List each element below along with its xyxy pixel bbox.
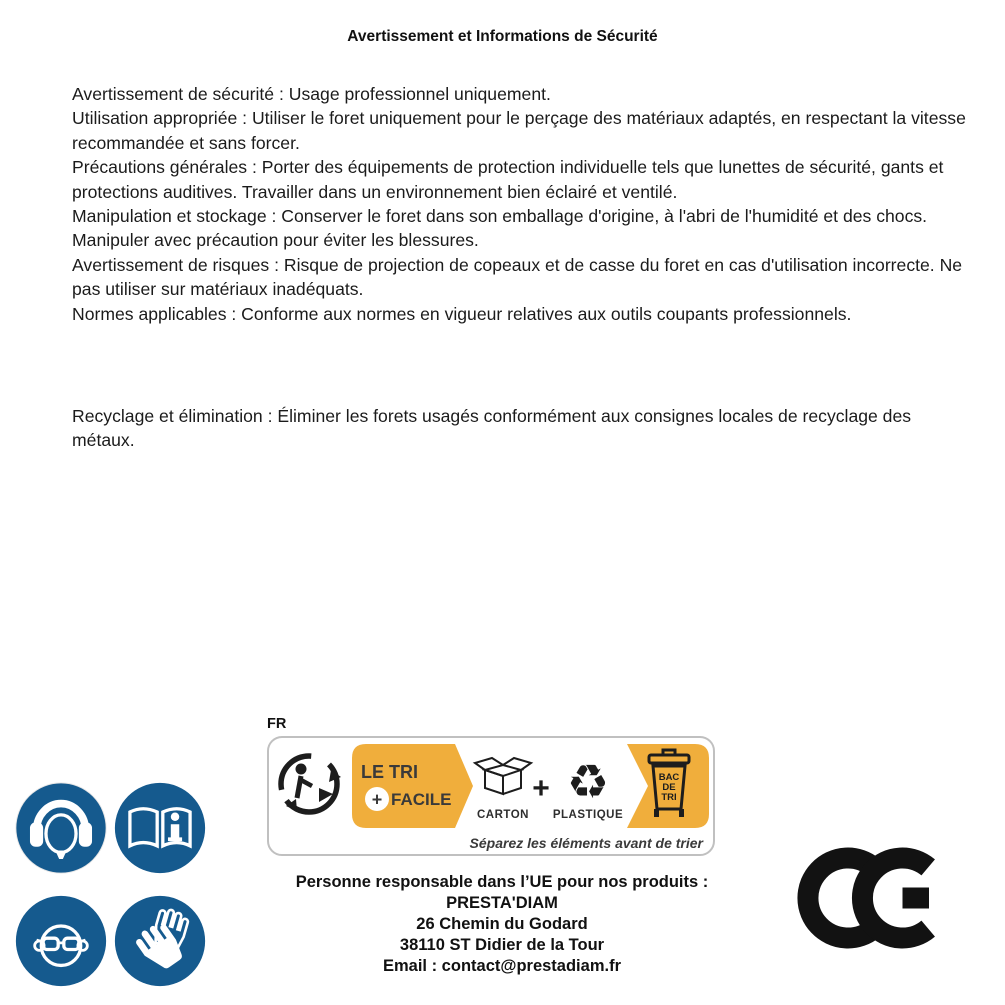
- bin-label-line: TRI: [661, 792, 677, 803]
- safety-paragraph: Manipulation et stockage : Conserver le foret dans son emballage d'origine, à l'abri de l'humidité et des chocs. Manipuler avec précaution pour éviter les blessures.: [72, 206, 928, 251]
- wear-eye-protection-icon: [14, 894, 108, 988]
- wear-protective-gloves-icon: [113, 894, 207, 988]
- ce-marking-icon: [797, 846, 938, 950]
- carton-label: CARTON: [477, 809, 529, 821]
- plastic-recycling-icon: ♻: [566, 755, 610, 810]
- wear-ear-protection-icon: [14, 781, 108, 875]
- contact-company: PRESTA'DIAM: [446, 894, 558, 912]
- safety-paragraph: Avertissement de risques : Risque de projection de copeaux et de casse du foret en cas d'utilisation incorrecte. Ne pas utiliser sur matériaux inadéquats.: [72, 254, 963, 300]
- bin-label-line: DE: [662, 782, 676, 793]
- contact-line: Personne responsable dans l’UE pour nos produits :: [295, 873, 709, 891]
- recycling-paragraph: Recyclage et élimination : Éliminer les forets usagés conformément aux consignes locales de recyclage des métaux.: [72, 406, 912, 451]
- safety-paragraph: Utilisation appropriée : Utiliser le foret uniquement pour le perçage des matériaux adaptés, en respectant la vitesse recommandée et sans forcer.: [72, 108, 966, 153]
- contact-address-line: 38110 ST Didier de la Tour: [399, 936, 605, 954]
- plastique-label: PLASTIQUE: [552, 809, 624, 821]
- bin-label-line: BAC: [658, 772, 680, 783]
- page-title: Avertissement et Informations de Sécurité: [347, 28, 658, 45]
- safety-text-block: [72, 82, 970, 453]
- safety-paragraph: Normes applicables : Conforme aux normes en vigueur relatives aux outils coupants professionnels.: [72, 303, 852, 324]
- banner-tagline: Séparez les éléments avant de trier: [469, 835, 703, 851]
- banner-headline-bottom: FACILE: [391, 790, 452, 809]
- sorting-banner: [267, 736, 715, 856]
- contact-address-line: 26 Chemin du Godard: [416, 915, 588, 933]
- banner-plus-icon: +: [371, 789, 383, 810]
- safety-paragraph: Avertissement de sécurité : Usage professionnel uniquement.: [72, 84, 551, 104]
- banner-headline-top: LE TRI: [361, 762, 418, 782]
- materials-plus-icon: +: [532, 772, 550, 805]
- read-instruction-manual-icon: [113, 781, 207, 875]
- contact-email: Email : contact@prestadiam.fr: [383, 957, 621, 975]
- responsible-person-block: [252, 872, 752, 977]
- fr-country-label: FR: [267, 716, 287, 732]
- safety-paragraph: Précautions générales : Porter des équipements de protection individuelle tels que lunettes de sécurité, gants et protections auditives. Travailler dans un environnement bien éclairé et ventilé.: [72, 157, 944, 202]
